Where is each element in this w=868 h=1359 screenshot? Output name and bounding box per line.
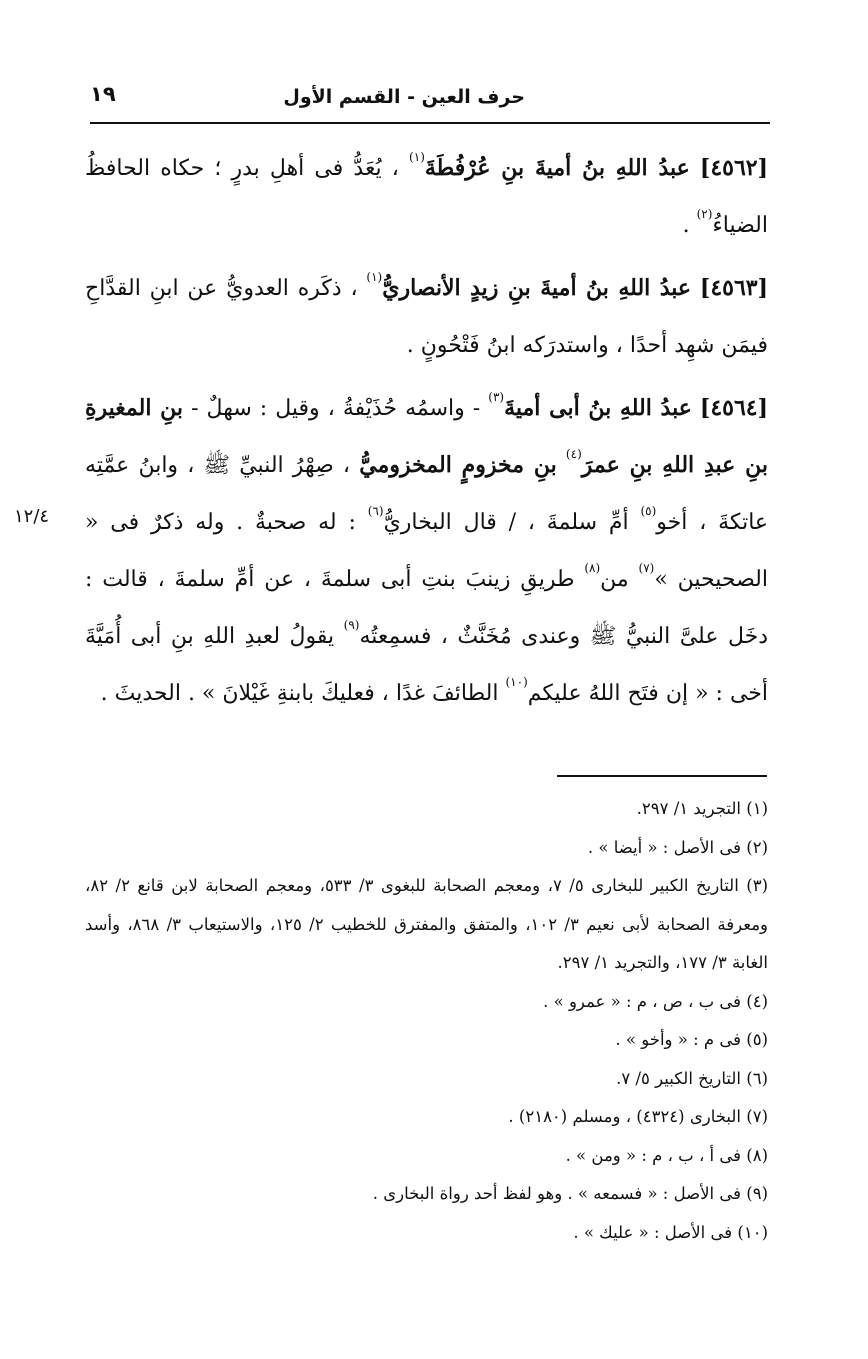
entry-name: عبدُ اللهِ بنُ أميةَ بنِ زيدٍ الأنصاريُّ bbox=[382, 275, 692, 301]
footnote-ref[interactable]: (٩) bbox=[343, 618, 360, 632]
entry-text: من bbox=[600, 567, 629, 592]
footnote-ref[interactable]: (٥) bbox=[640, 504, 657, 518]
header-rule bbox=[90, 122, 770, 124]
footnote-ref[interactable]: (٤) bbox=[565, 447, 582, 461]
entry-text: الطائفَ غدًا ، فعليكَ بابنةِ غَيْلانَ » . الحديثَ . bbox=[100, 681, 499, 706]
entry-text: ، صِهْرُ النبيِّ ﷺ ، وابنُ عمَّتِه عاتكةَ ، أخو bbox=[85, 453, 769, 535]
main-text bbox=[85, 140, 768, 728]
margin-reference: ١٢/٤ bbox=[14, 506, 50, 527]
footnotes bbox=[85, 790, 768, 1252]
footnote-ref[interactable]: (٢) bbox=[696, 207, 713, 221]
footnote-ref[interactable]: (١٠) bbox=[505, 675, 528, 689]
entry-number: [٤٥٦٣] bbox=[699, 275, 768, 301]
footnote-7: (٧) البخارى (٤٣٢٤) ، ومسلم (٢١٨٠) . bbox=[508, 1107, 768, 1126]
entry-text: يقولُ لعبدِ اللهِ بنِ أبى أُمَيَّةَ أخى : « إن فتَح اللهُ عليكم bbox=[85, 624, 768, 706]
footnote-6: (٦) التاريخ الكبير ٥/ ٧. bbox=[616, 1068, 768, 1088]
footnote-ref[interactable]: (١) bbox=[409, 150, 425, 164]
entry-text: ، يُعَدُّ فى أهلِ بدرٍ ؛ حكاه الحافظُ الضياءُ bbox=[85, 156, 768, 238]
footnote-8: (٨) فى أ ، ب ، م : « ومن » . bbox=[565, 1145, 768, 1165]
entry-name-lineage: بنِ مخزومٍ المخزوميُّ bbox=[359, 452, 557, 478]
entry-4563 bbox=[85, 260, 768, 374]
entry-name: عبدُ اللهِ بنُ أبى أميةَ bbox=[504, 395, 692, 421]
entry-text: - واسمُه حُذَيْفةُ ، وقيل : سهلٌ - bbox=[191, 396, 481, 421]
entry-number: [٤٥٦٢] bbox=[699, 155, 769, 181]
footnote-5: (٥) فى م : « وأخو » . bbox=[615, 1030, 768, 1049]
footnote-ref[interactable]: (٧) bbox=[638, 561, 655, 575]
running-title: حرف العين - القسم الأول bbox=[283, 86, 525, 108]
entry-text: أمِّ سلمةَ ، / قال البخاريُّ bbox=[383, 510, 629, 535]
entry-name: عبدُ اللهِ بنُ أميةَ بنِ عُرْفُطَةَ bbox=[424, 155, 690, 181]
page-header bbox=[90, 78, 770, 122]
page-number: ١٩ bbox=[90, 82, 116, 106]
footnote-rule bbox=[557, 775, 767, 777]
footnote-ref[interactable]: (١) bbox=[366, 270, 383, 284]
footnote-10: (١٠) فى الأصل : « عليك » . bbox=[573, 1222, 768, 1242]
footnote-ref[interactable]: (٣) bbox=[488, 390, 505, 404]
entry-4564 bbox=[85, 380, 768, 722]
footnote-4: (٤) فى ب ، ص ، م : « عمرو » . bbox=[543, 991, 768, 1011]
footnote-3: (٣) التاريخ الكبير للبخارى ٥/ ٧، ومعجم الصحابة للبغوى ٣/ ٥٣٣، ومعجم الصحابة لابن قانع ٢/ ٨٢، ومعرفة الصحابة لأبى نعيم ٣/ ١٠٢، والمتفق والمفترق للخطيب ٢/ ١٢٥، والاستيعاب ٣/ ٨٦٨، وأسد الغابة ٣/ ١٧٧، والتجريد ١/ ٢٩٧. bbox=[85, 876, 769, 972]
footnote-9: (٩) فى الأصل : « فسمعه » . وهو لفظ أحد رواة البخارى . bbox=[372, 1184, 768, 1203]
entry-text: طريقِ زينبَ بنتِ أبى سلمةَ ، عن أمِّ سلمةَ ، قالت : دخَل علىَّ النبيُّ ﷺ وعندى مُخَنَّثٌ ، فسمِعتُه bbox=[85, 567, 768, 649]
entry-text: ، ذكَره العدويُّ عن ابنِ القدَّاحِ فيمَن شهِد أحدًا ، واستدرَكه ابنُ فَتْحُونٍ . bbox=[85, 276, 768, 358]
entry-text: . bbox=[682, 213, 690, 238]
footnote-ref[interactable]: (٨) bbox=[584, 561, 601, 575]
footnote-ref[interactable]: (٦) bbox=[367, 504, 384, 518]
footnote-1: (١) التجريد ١/ ٢٩٧. bbox=[636, 799, 768, 818]
entry-4562 bbox=[85, 140, 768, 254]
entry-number: [٤٥٦٤] bbox=[699, 395, 768, 421]
footnote-2: (٢) فى الأصل : « أيضا » . bbox=[587, 837, 768, 857]
entry-text: : له صحبةٌ . وله ذكرٌ فى « الصحيحين » bbox=[85, 510, 768, 592]
entry-name-lineage: بنِ المغيرةِ بنِ عبدِ اللهِ بنِ عمرَ bbox=[85, 395, 769, 478]
